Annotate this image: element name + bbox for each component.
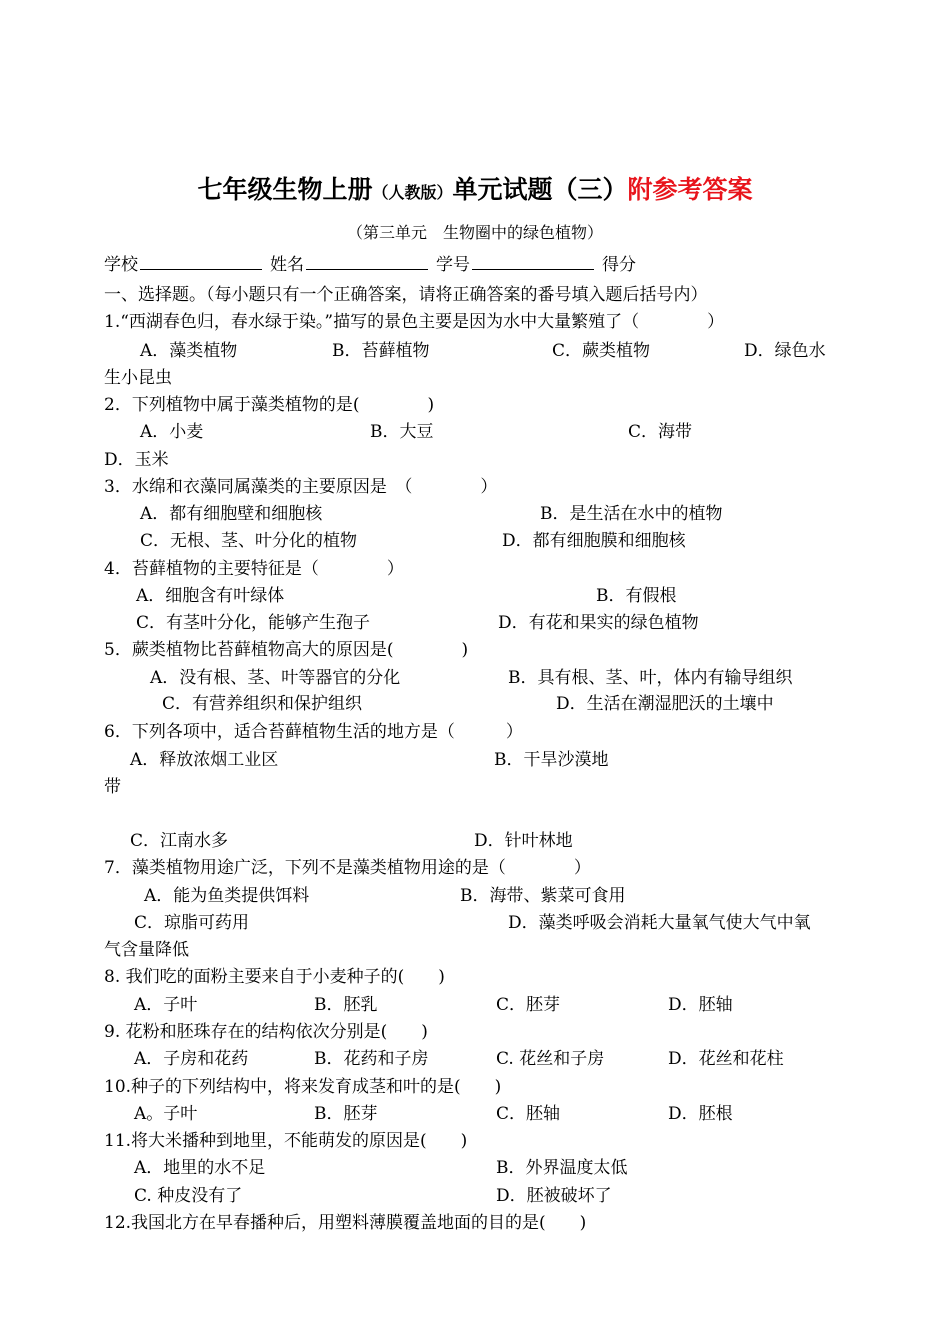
question-2-option-c: C．海带: [628, 422, 693, 442]
question-8-option-b: B．胚乳: [314, 995, 378, 1015]
question-10-stem: 10.种子的下列结构中，将来发育成茎和叶的是( ): [104, 1077, 502, 1097]
question-10-option-d: D．胚根: [668, 1104, 733, 1124]
question-6-option-a: A．释放浓烟工业区: [130, 750, 279, 770]
question-1-stem: 1.“西湖春色归，春水绿于染。”描写的景色主要是因为水中大量繁殖了（ ）: [104, 312, 725, 332]
question-2-stem: 2．下列植物中属于藻类植物的是( ): [104, 395, 435, 415]
title-main: 七年级生物上册: [197, 175, 373, 204]
question-6-option-c: C．江南水多: [130, 831, 229, 851]
question-11-option-d: D．胚被破坏了: [496, 1186, 612, 1206]
question-5-option-d: D．生活在潮湿肥沃的土壤中: [556, 694, 774, 714]
question-12-stem: 12.我国北方在早春播种后，用塑料薄膜覆盖地面的目的是( ): [104, 1213, 587, 1233]
question-10-option-a: A。子叶: [134, 1104, 198, 1124]
question-3-stem: 3．水绵和衣藻同属藻类的主要原因是 （ ）: [104, 477, 498, 497]
question-4-option-d: D．有花和果实的绿色植物: [498, 613, 699, 633]
school-blank: [140, 253, 262, 270]
question-5-option-b: B．具有根、茎、叶，体内有输导组织: [508, 668, 793, 688]
question-9-option-b: B．花药和子房: [314, 1049, 429, 1069]
name-label: 姓名: [270, 255, 304, 275]
title-edition: （人教版）: [372, 183, 453, 202]
section-heading: 一、选择题。（每小题只有一个正确答案，请将正确答案的番号填入题后括号内）: [104, 285, 708, 305]
question-2-option-b: B．大豆: [370, 422, 434, 442]
title-unit: 单元试题（三）: [452, 175, 628, 204]
question-8-option-c: C．胚芽: [496, 995, 561, 1015]
score-label: 得分: [602, 255, 636, 275]
question-2-option-a: A．小麦: [140, 422, 204, 442]
question-11-option-c: C. 种皮没有了: [134, 1186, 243, 1206]
question-4-option-c: C．有茎叶分化，能够产生孢子: [136, 613, 371, 633]
question-1-option-d: D．绿色水: [744, 341, 826, 361]
name-blank: [306, 253, 428, 270]
question-3-option-b: B．是生活在水中的植物: [540, 504, 723, 524]
question-4-stem: 4．苔藓植物的主要特征是（ ）: [104, 559, 404, 579]
question-5-option-c: C．有营养组织和保护组织: [162, 694, 363, 714]
question-8-stem: 8. 我们吃的面粉主要来自于小麦种子的( ): [104, 967, 445, 987]
question-4-option-a: A．细胞含有叶绿体: [136, 586, 285, 606]
question-7-option-a: A．能为鱼类提供饵料: [144, 886, 310, 906]
question-3-option-c: C．无根、茎、叶分化的植物: [140, 531, 358, 551]
question-5-option-a: A．没有根、茎、叶等器官的分化: [150, 668, 401, 688]
question-5-stem: 5．蕨类植物比苔藓植物高大的原因是( ): [104, 640, 469, 660]
question-9-stem: 9. 花粉和胚珠存在的结构依次分别是( ): [104, 1022, 428, 1042]
student-info-row: [104, 253, 636, 276]
question-7-option-b: B．海带、紫菜可食用: [460, 886, 626, 906]
question-7-option-d-cont: 气含量降低: [104, 940, 189, 960]
question-3-option-d: D．都有细胞膜和细胞核: [502, 531, 686, 551]
document-title: [0, 170, 950, 206]
question-9-option-c: C. 花丝和子房: [496, 1049, 605, 1069]
number-label: 学号: [436, 255, 470, 275]
question-7-option-d: D．藻类呼吸会消耗大量氧气使大气中氧: [508, 913, 811, 933]
question-11-option-a: A．地里的水不足: [134, 1158, 266, 1178]
question-7-stem: 7．藻类植物用途广泛，下列不是藻类植物用途的是（ ）: [104, 858, 591, 878]
question-10-option-b: B．胚芽: [314, 1104, 378, 1124]
question-6-option-d: D．针叶林地: [474, 831, 573, 851]
question-6-stem: 6．下列各项中，适合苔藓植物生活的地方是（ ）: [104, 722, 523, 742]
question-8-option-a: A．子叶: [134, 995, 198, 1015]
number-blank: [472, 253, 594, 270]
question-10-option-c: C．胚轴: [496, 1104, 561, 1124]
question-4-option-b: B．有假根: [596, 586, 677, 606]
title-answers: 附参考答案: [627, 175, 753, 204]
question-11-option-b: B．外界温度太低: [496, 1158, 628, 1178]
question-1-option-d-cont: 生小昆虫: [104, 368, 172, 388]
question-7-option-c: C．琼脂可药用: [134, 913, 250, 933]
question-9-option-a: A．子房和花药: [134, 1049, 249, 1069]
school-label: 学校: [104, 255, 138, 275]
question-9-option-d: D．花丝和花柱: [668, 1049, 784, 1069]
question-1-option-b: B．苔藓植物: [332, 341, 430, 361]
question-1-option-a: A．藻类植物: [140, 341, 238, 361]
question-1-option-c: C．蕨类植物: [552, 341, 651, 361]
question-2-option-d: D．玉米: [104, 450, 169, 470]
question-6-option-b-cont: 带: [104, 777, 121, 797]
question-3-option-a: A．都有细胞壁和细胞核: [140, 504, 323, 524]
question-6-option-b: B．干旱沙漠地: [494, 750, 609, 770]
question-8-option-d: D．胚轴: [668, 995, 733, 1015]
document-subtitle: （第三单元 生物圈中的绿色植物）: [346, 223, 603, 242]
question-11-stem: 11.将大米播种到地里，不能萌发的原因是( ): [104, 1131, 468, 1151]
